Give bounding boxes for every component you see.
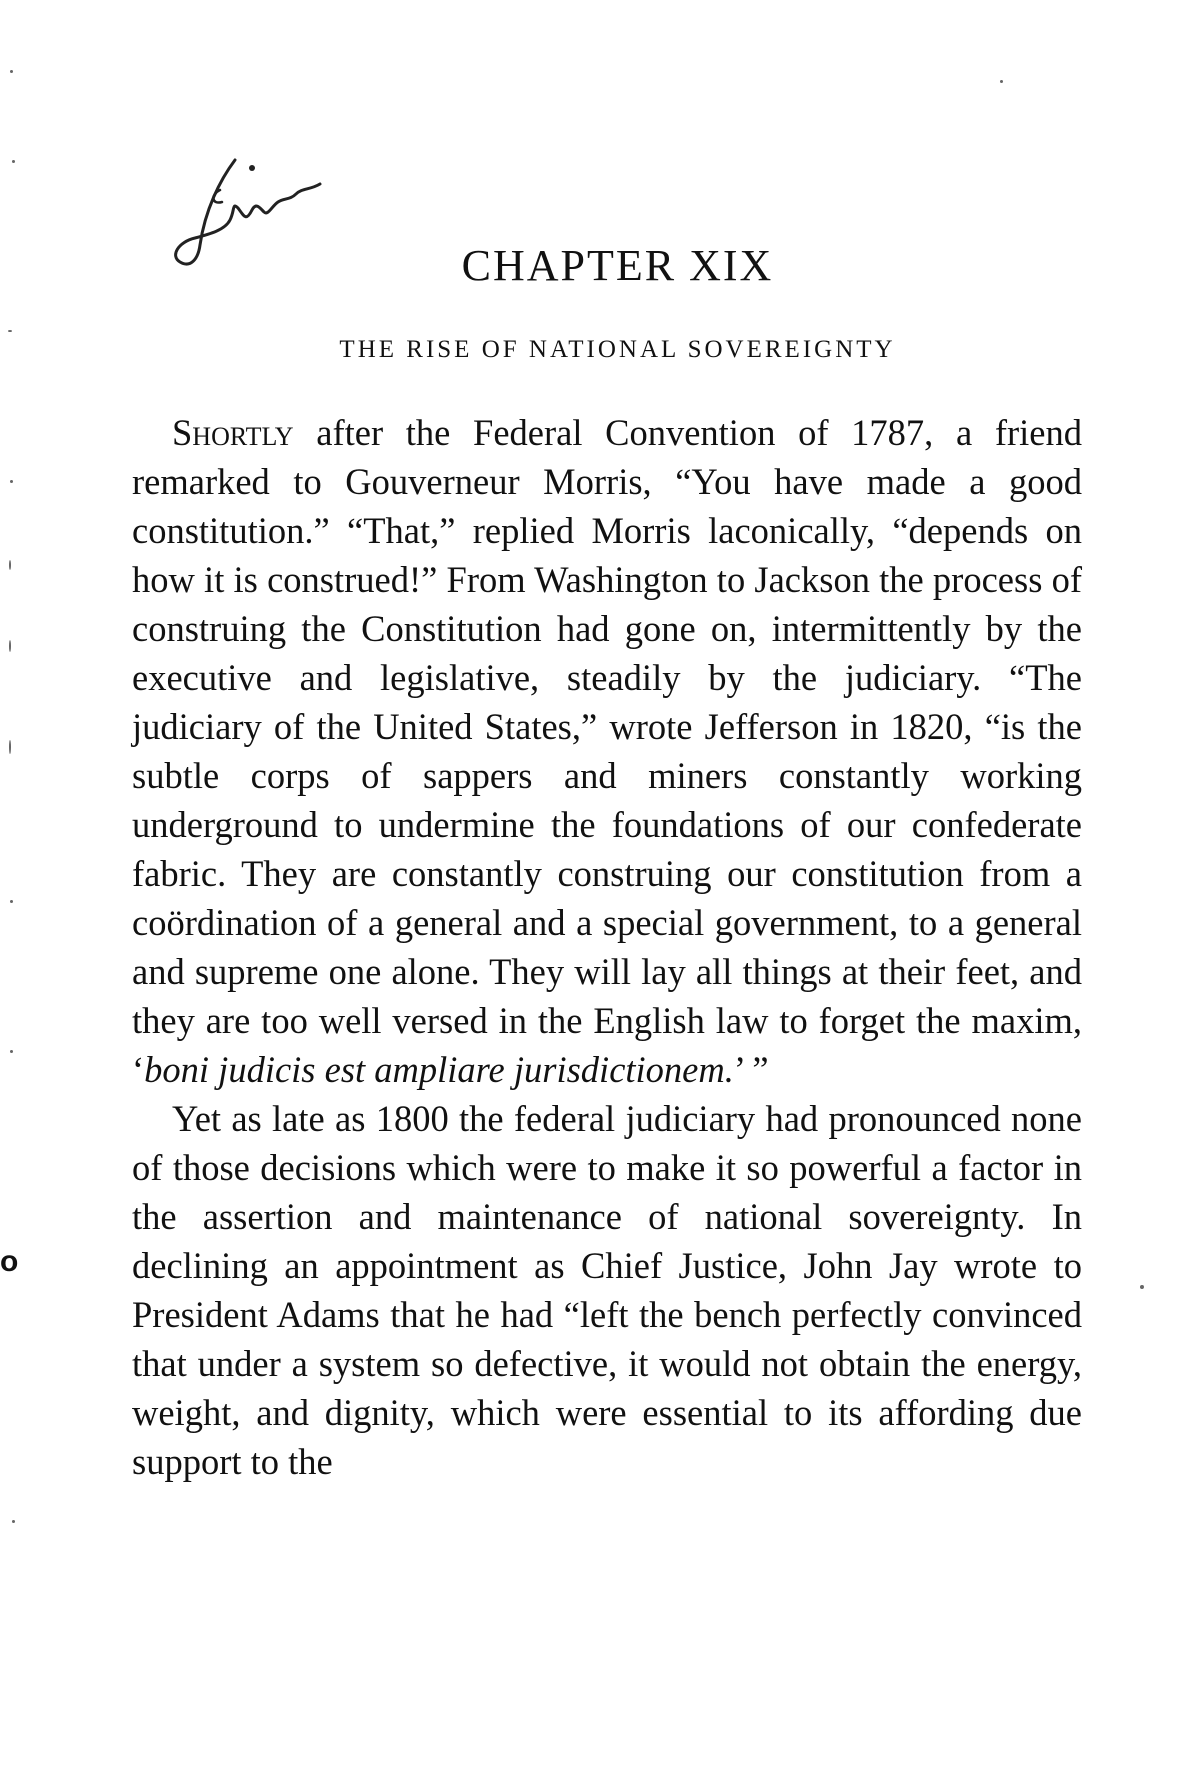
paragraph-1-closing: ’ ” <box>733 1049 769 1090</box>
paragraph-2: Yet as late as 1800 the federal judiciary had pronounced none of those decisions which were to make it so powerful a factor in the assertion and maintenance of national sovereignty. In declining an appointment as Chief Justice, John Jay wrote to President Adams that he had “left the bench perfectly convinced that under a system so defective, it would not obtain the energy, weight, and dignity, which were essential to its affording due support to the <box>132 1098 1082 1482</box>
body-text <box>132 408 1082 1486</box>
latin-maxim: boni judicis est ampliare jurisdictionem. <box>144 1049 734 1090</box>
chapter-title: CHAPTER XIX <box>461 241 774 290</box>
paragraph-lead-word: Shortly <box>172 412 294 453</box>
paragraph-1-text: after the Federal Convention of 1787, a friend remarked to Gouverneur Morris, “You have made a good constitution.” “That,” replied Morris laconically, “depends on how it is construed!” From Washington to Jackson the process of construing the Constitution had gone on, intermittently by the executive and legislative, steadily by the judiciary. “The judiciary of the United States,” wrote Jefferson in 1820, “is the subtle corps of sappers and miners constantly working underground to undermine the foundations of our confederate fabric. They are constantly construing our constitution from a coördination of a general and a special government, to a general and supreme one alone. They will lay all things at their feet, and they are too well versed in the English law to forget the maxim, ‘ <box>132 412 1082 1090</box>
chapter-subtitle: THE RISE OF NATIONAL SOVEREIGNTY <box>339 336 896 363</box>
paragraph-1 <box>132 408 1082 1094</box>
margin-mark: o <box>0 1245 19 1278</box>
